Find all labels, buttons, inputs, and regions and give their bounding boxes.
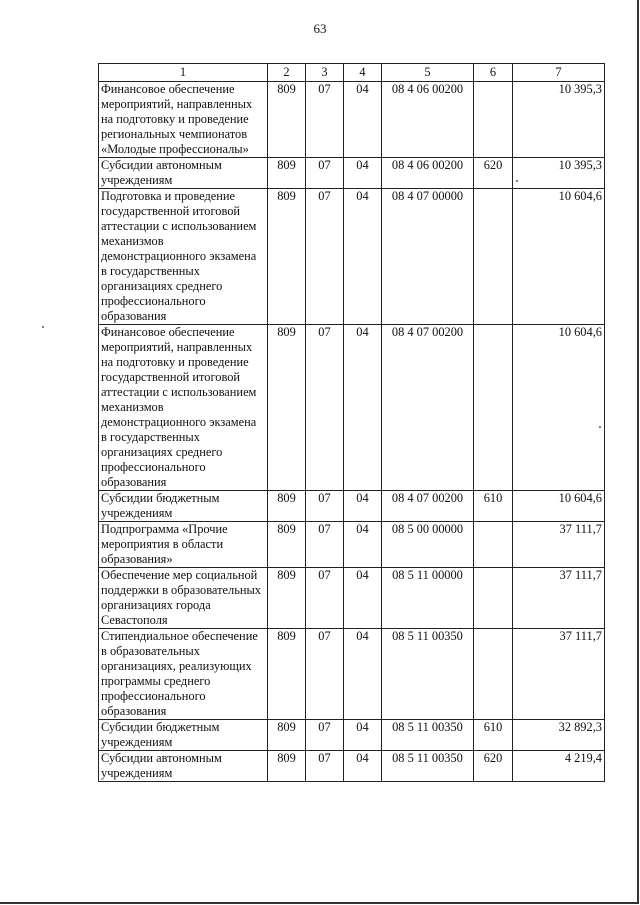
table-cell: 809 — [268, 522, 306, 568]
scan-speck — [516, 180, 518, 182]
table-cell: 08 5 11 00350 — [382, 629, 474, 720]
table-cell: 07 — [306, 491, 344, 522]
column-header: 4 — [344, 64, 382, 82]
table-cell: 809 — [268, 325, 306, 491]
table-cell: 08 5 11 00000 — [382, 568, 474, 629]
table-cell: 10 604,6 — [513, 189, 605, 325]
table-cell: 04 — [344, 82, 382, 158]
table-cell: 610 — [474, 491, 513, 522]
table-cell: 08 5 11 00350 — [382, 751, 474, 782]
table-cell: 07 — [306, 82, 344, 158]
table-cell: 07 — [306, 568, 344, 629]
table-cell: 37 111,7 — [513, 629, 605, 720]
table-cell: 10 395,3 — [513, 82, 605, 158]
table-cell: 07 — [306, 325, 344, 491]
table-cell: Подготовка и проведение государственной итоговой аттестации с использованием механизмов демонстрационного экзамена в государственных организациях среднего профессионального образования — [99, 189, 268, 325]
table-cell: 809 — [268, 189, 306, 325]
table-cell — [474, 522, 513, 568]
table-cell: 04 — [344, 522, 382, 568]
table-cell: Финансовое обеспечение мероприятий, направленных на подготовку и проведение региональных чемпионатов «Молодые профессионалы» — [99, 82, 268, 158]
table-cell: Субсидии бюджетным учреждениям — [99, 491, 268, 522]
page-number: 63 — [313, 21, 327, 36]
table-cell: 809 — [268, 720, 306, 751]
table-cell: 37 111,7 — [513, 568, 605, 629]
table-cell: 04 — [344, 751, 382, 782]
table-cell: 08 4 06 00200 — [382, 82, 474, 158]
table-cell: 809 — [268, 491, 306, 522]
table-cell: 10 395,3 — [513, 158, 605, 189]
table-cell: Обеспечение мер социальной поддержки в образовательных организациях города Севастополя — [99, 568, 268, 629]
table-cell: 07 — [306, 720, 344, 751]
table-row — [99, 720, 605, 751]
table-cell: 809 — [268, 568, 306, 629]
table-cell: Финансовое обеспечение мероприятий, направленных на подготовку и проведение государственной итоговой аттестации с использованием механизмов демонстрационного экзамена в государственных организациях среднего профессионального образования — [99, 325, 268, 491]
table-cell: 10 604,6 — [513, 325, 605, 491]
table-cell: 10 604,6 — [513, 491, 605, 522]
table-cell: 04 — [344, 189, 382, 325]
table-cell: 08 5 00 00000 — [382, 522, 474, 568]
table-cell: 32 892,3 — [513, 720, 605, 751]
table-cell: 07 — [306, 751, 344, 782]
column-header: 6 — [474, 64, 513, 82]
table-row — [99, 629, 605, 720]
table-cell: 04 — [344, 325, 382, 491]
table-cell: 08 4 07 00000 — [382, 189, 474, 325]
table-cell — [474, 82, 513, 158]
header-row — [99, 64, 605, 82]
table-cell: 37 111,7 — [513, 522, 605, 568]
table-cell: Подпрограмма «Прочие мероприятия в области образования» — [99, 522, 268, 568]
table-cell: 04 — [344, 720, 382, 751]
table-cell — [474, 629, 513, 720]
table-cell: 04 — [344, 158, 382, 189]
table-cell: 4 219,4 — [513, 751, 605, 782]
table-cell: 07 — [306, 189, 344, 325]
table-cell: 04 — [344, 629, 382, 720]
column-header: 3 — [306, 64, 344, 82]
table-row — [99, 325, 605, 491]
table-cell: Субсидии автономным учреждениям — [99, 751, 268, 782]
table-cell: 08 5 11 00350 — [382, 720, 474, 751]
table-row — [99, 568, 605, 629]
table-cell: 04 — [344, 568, 382, 629]
table-cell: 07 — [306, 158, 344, 189]
scan-speck — [599, 426, 601, 428]
table-cell: 809 — [268, 158, 306, 189]
column-header: 1 — [99, 64, 268, 82]
table-cell: 809 — [268, 751, 306, 782]
table-cell: 04 — [344, 491, 382, 522]
table-cell: 08 4 07 00200 — [382, 491, 474, 522]
table-cell — [474, 189, 513, 325]
table-cell: 809 — [268, 82, 306, 158]
table-cell: Субсидии бюджетным учреждениям — [99, 720, 268, 751]
table-row — [99, 522, 605, 568]
table-row — [99, 82, 605, 158]
budget-table — [98, 63, 605, 782]
table-cell: 08 4 06 00200 — [382, 158, 474, 189]
table-row — [99, 751, 605, 782]
table-cell: 809 — [268, 629, 306, 720]
table-cell: 07 — [306, 629, 344, 720]
table-row — [99, 491, 605, 522]
table-row — [99, 158, 605, 189]
table-cell: Стипендиальное обеспечение в образовательных организациях, реализующих программы среднего профессионального образования — [99, 629, 268, 720]
column-header: 5 — [382, 64, 474, 82]
table-row — [99, 189, 605, 325]
scan-speck — [42, 326, 44, 328]
table-cell — [474, 325, 513, 491]
table-cell: 08 4 07 00200 — [382, 325, 474, 491]
column-header: 7 — [513, 64, 605, 82]
table-cell: 07 — [306, 522, 344, 568]
table-cell: Субсидии автономным учреждениям — [99, 158, 268, 189]
table-cell — [474, 568, 513, 629]
table-cell: 620 — [474, 158, 513, 189]
column-header: 2 — [268, 64, 306, 82]
table-cell: 620 — [474, 751, 513, 782]
table-cell: 610 — [474, 720, 513, 751]
